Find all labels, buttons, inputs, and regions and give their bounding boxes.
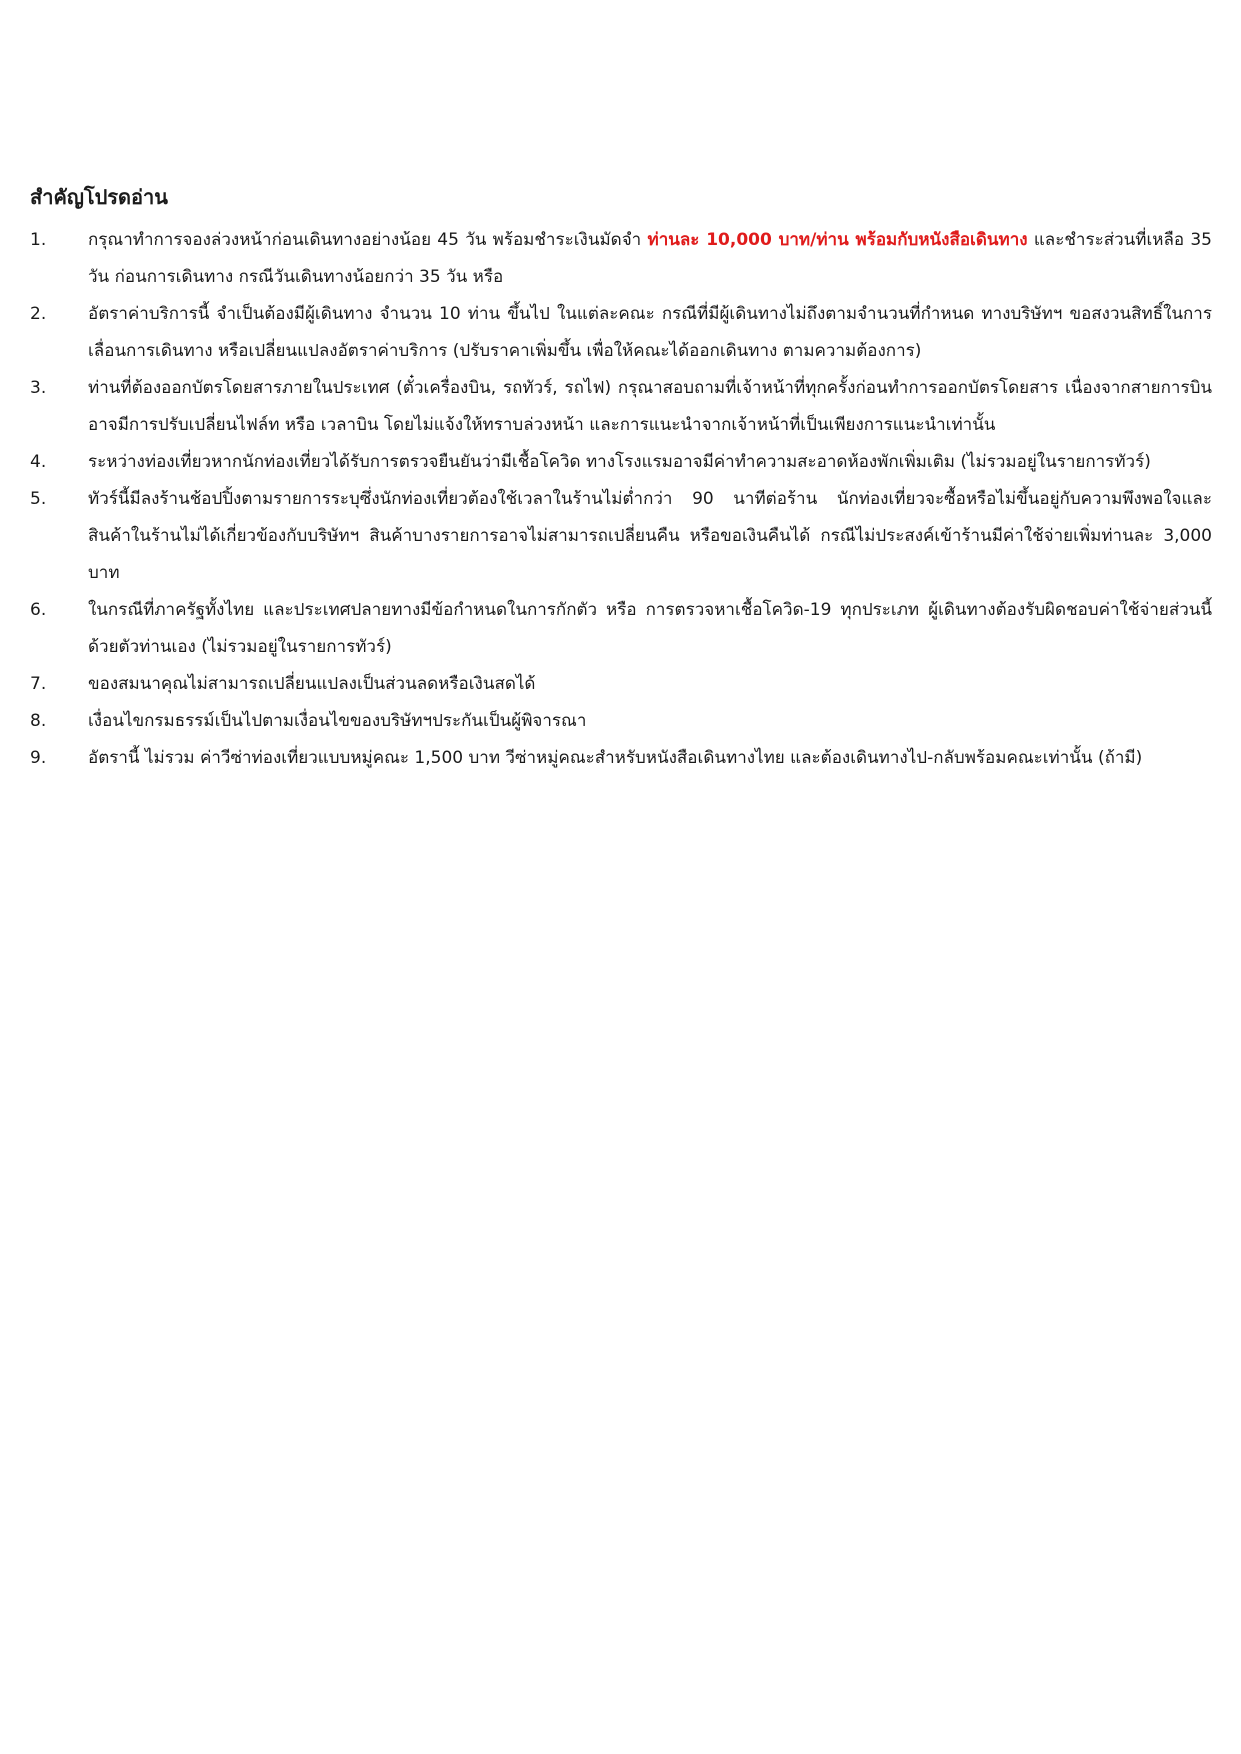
list-item-1 bbox=[30, 222, 1212, 296]
deposit-highlight: ท่านละ 10,000 บาท/ท่าน พร้อมกับหนังสือเดินทาง bbox=[647, 230, 1028, 250]
list-item-6 bbox=[30, 592, 1212, 666]
list-item-text-lead: กรุณาทำการจองล่วงหน้าก่อนเดินทางอย่างน้อย 45 วัน พร้อมชำระเงินมัดจำ bbox=[88, 230, 648, 250]
list-item-number: 2. bbox=[30, 304, 47, 324]
document-page bbox=[30, 180, 1212, 777]
list-item-number: 6. bbox=[30, 600, 47, 620]
list-item-2 bbox=[30, 296, 1212, 370]
list-item-text: ทัวร์นี้มีลงร้านช้อปปิ้งตามรายการระบุซึ่งนักท่องเที่ยวต้องใช้เวลาในร้านไม่ต่ำกว่า 90 นาทีต่อร้าน นักท่องเที่ยวจะซื้อหรือไม่ขึ้นอยู่กับความพึงพอใจและสินค้าในร้านไม่ได้เกี่ยวข้องกับบริษัทฯ สินค้าบางรายการอาจไม่สามารถเปลี่ยนคืน หรือขอเงินคืนได้ กรณีไม่ประสงค์เข้าร้านมีค่าใช้จ่ายเพิ่มท่านละ 3,000 บาท bbox=[88, 489, 1212, 583]
list-item-3 bbox=[30, 370, 1212, 444]
list-item-number: 4. bbox=[30, 452, 47, 472]
list-item-text bbox=[88, 222, 1212, 296]
list-item-number: 8. bbox=[30, 711, 47, 731]
list-item-text: อัตราค่าบริการนี้ จำเป็นต้องมีผู้เดินทาง จำนวน 10 ท่าน ขึ้นไป ในแต่ละคณะ กรณีที่มีผู้เดินทางไม่ถึงตามจำนวนที่กำหนด ทางบริษัทฯ ขอสงวนสิทธิ์ในการเลื่อนการเดินทาง หรือเปลี่ยนแปลงอัตราค่าบริการ (ปรับราคาเพิ่มขึ้น เพื่อให้คณะได้ออกเดินทาง ตามความต้องการ) bbox=[88, 304, 1212, 361]
list-item-text: เงื่อนไขกรมธรรม์เป็นไปตามเงื่อนไขของบริษัทฯประกันเป็นผู้พิจารณา bbox=[88, 711, 587, 731]
list-item-8 bbox=[30, 703, 1212, 740]
list-item-number: 5. bbox=[30, 489, 47, 509]
list-item-number: 3. bbox=[30, 378, 47, 398]
list-item-number: 7. bbox=[30, 674, 47, 694]
list-item-7 bbox=[30, 666, 1212, 703]
list-item-text: ในกรณีที่ภาครัฐทั้งไทย และประเทศปลายทางมีข้อกำหนดในการกักตัว หรือ การตรวจหาเชื้อโควิด-19 ทุกประเภท ผู้เดินทางต้องรับผิดชอบค่าใช้จ่ายส่วนนี้ด้วยตัวท่านเอง (ไม่รวมอยู่ในรายการทัวร์) bbox=[88, 600, 1212, 657]
terms-list bbox=[30, 222, 1212, 777]
page-title: สำคัญโปรดอ่าน bbox=[30, 185, 168, 209]
list-item-number: 1. bbox=[30, 230, 47, 250]
list-item-text: ท่านที่ต้องออกบัตรโดยสารภายในประเทศ (ตั๋วเครื่องบิน, รถทัวร์, รถไฟ) กรุณาสอบถามที่เจ้าหน้าที่ทุกครั้งก่อนทำการออกบัตรโดยสาร เนื่องจากสายการบินอาจมีการปรับเปลี่ยนไฟล์ท หรือ เวลาบิน โดยไม่แจ้งให้ทราบล่วงหน้า และการแนะนำจากเจ้าหน้าที่เป็นเพียงการแนะนำเท่านั้น bbox=[88, 378, 1212, 435]
list-item-text: ระหว่างท่องเที่ยวหากนักท่องเที่ยวได้รับการตรวจยืนยันว่ามีเชื้อโควิด ทางโรงแรมอาจมีค่าทำความสะอาดห้องพักเพิ่มเติม (ไม่รวมอยู่ในรายการทัวร์) bbox=[88, 452, 1151, 472]
list-item-number: 9. bbox=[30, 748, 47, 768]
list-item-text: ของสมนาคุณไม่สามารถเปลี่ยนแปลงเป็นส่วนลดหรือเงินสดได้ bbox=[88, 674, 536, 694]
list-item-4 bbox=[30, 444, 1212, 481]
list-item-9 bbox=[30, 740, 1212, 777]
list-item-5 bbox=[30, 481, 1212, 592]
list-item-text: อัตรานี้ ไม่รวม ค่าวีซ่าท่องเที่ยวแบบหมู่คณะ 1,500 บาท วีซ่าหมู่คณะสำหรับหนังสือเดินทางไทย และต้องเดินทางไป-กลับพร้อมคณะเท่านั้น (ถ้ามี) bbox=[88, 748, 1143, 768]
list-item-text-tail: และชำระส่วนที่เหลือ 35 วัน ก่อนการเดินทาง กรณีวันเดินทางน้อยกว่า 35 วัน หรือ bbox=[88, 230, 1212, 287]
